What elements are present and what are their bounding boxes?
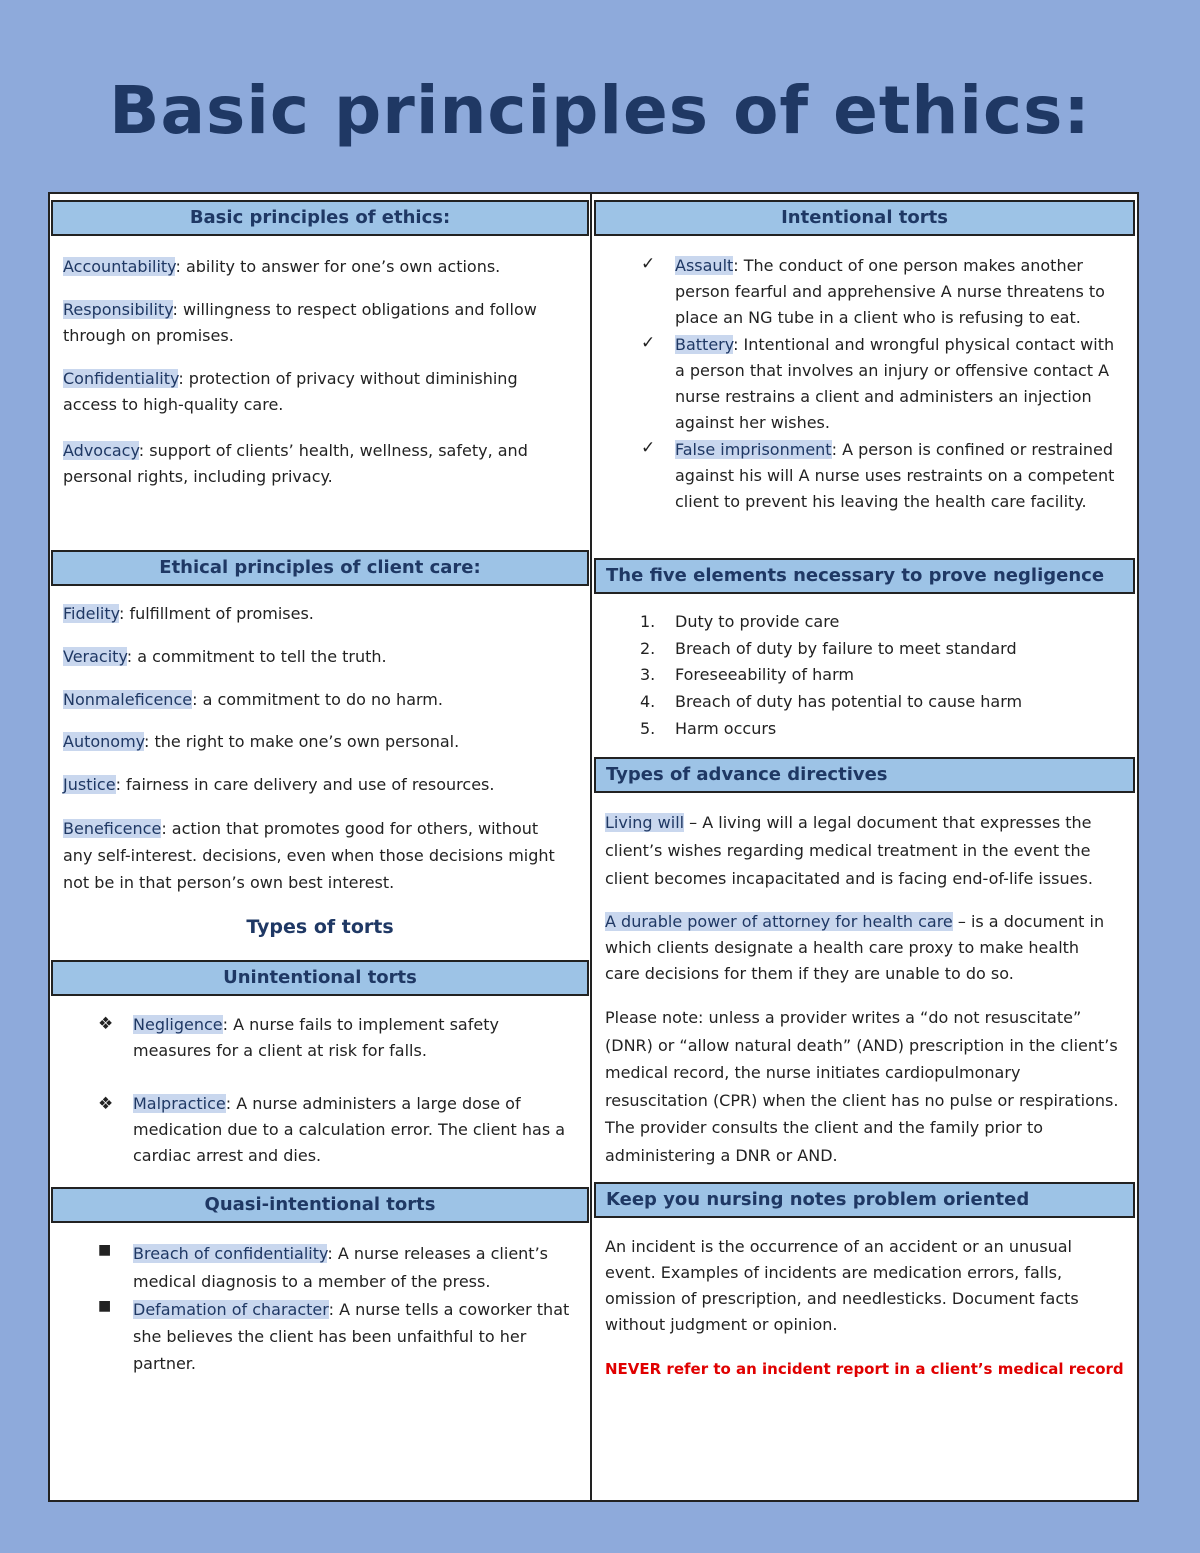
tort-malpractice	[133, 1091, 578, 1169]
living-will	[605, 809, 1115, 893]
list-number: 1.	[640, 612, 656, 631]
term: Malpractice	[133, 1094, 226, 1113]
durable-power-of-attorney	[605, 909, 1115, 987]
definition: – is a document in which clients designate a health care proxy to make health care decisions for them if they are unable to do so.	[605, 912, 1105, 983]
term: Battery	[675, 335, 734, 354]
sep: :	[328, 1300, 340, 1319]
checkmark-icon: ✓	[641, 333, 656, 353]
term: False imprisonment	[675, 440, 832, 459]
element-item: Breach of duty by failure to meet standard	[675, 639, 1017, 658]
column-divider	[590, 192, 592, 1502]
definition: fairness in care delivery and use of resources.	[126, 775, 495, 794]
term: Confidentiality	[63, 369, 179, 388]
diamond-bullet-icon: ❖	[98, 1094, 114, 1114]
sep: :	[225, 1094, 237, 1113]
checkmark-icon: ✓	[641, 438, 656, 458]
square-bullet-icon: ■	[98, 1242, 112, 1258]
sep: :	[178, 369, 189, 388]
definition: action that promotes good for others, without any self-interest. decisions, even when those decisions might not be in that person’s own best interest.	[63, 819, 555, 892]
definition: a commitment to do no harm.	[202, 690, 443, 709]
element-item: Duty to provide care	[675, 612, 840, 631]
sep: :	[222, 1015, 234, 1034]
list-number: 2.	[640, 639, 656, 658]
element-item: Breach of duty has potential to cause harm	[675, 692, 1023, 711]
term: Fidelity	[63, 604, 119, 623]
definition: – A living will a legal document that expresses the client’s wishes regarding medical treatment in the event the client becomes incapacitated and is facing end-of-life issues.	[605, 813, 1093, 888]
term: Justice	[63, 775, 116, 794]
square-bullet-icon: ■	[98, 1298, 112, 1314]
principle-confidentiality	[63, 366, 558, 418]
term: Accountability	[63, 257, 176, 276]
care-nonmaleficence	[63, 687, 578, 713]
dnr-note: Please note: unless a provider writes a “do not resuscitate” (DNR) or “allow natural death” (AND) prescription in the client’s medical record, the nurse initiates cardiopulmonary resuscitation (CPR) when the client has no pulse or respirations. The provider consults the client and the family prior to administering a DNR or AND.	[605, 1008, 1119, 1165]
sep: :	[175, 257, 186, 276]
element-item: Foreseeability of harm	[675, 665, 854, 684]
term: Defamation of character	[133, 1300, 329, 1319]
definition: a commitment to tell the truth.	[137, 647, 387, 666]
definition: willingness to respect obligations and follow through on promises.	[63, 300, 537, 345]
term: Beneficence	[63, 819, 162, 838]
element-item: Harm occurs	[675, 719, 777, 738]
definition: protection of privacy without diminishing access to high-quality care.	[63, 369, 518, 414]
sep: :	[138, 441, 150, 460]
client-care-header: Ethical principles of client care:	[51, 550, 589, 586]
sep: :	[831, 440, 843, 459]
sep: :	[161, 819, 172, 838]
sep: :	[126, 647, 138, 666]
care-fidelity	[63, 601, 578, 627]
tort-breach-confidentiality	[133, 1240, 578, 1296]
definition: support of clients’ health, wellness, safety, and personal rights, including privacy.	[63, 441, 528, 486]
sep: :	[143, 732, 155, 751]
care-beneficence	[63, 815, 563, 896]
term: A durable power of attorney for health care	[605, 912, 953, 931]
definition: The conduct of one person makes another person fearful and apprehensive A nurse threatens to place an NG tube in a client who is refusing to eat.	[675, 256, 1105, 327]
term: Advocacy	[63, 441, 139, 460]
tort-negligence	[133, 1012, 573, 1064]
incident-warning: NEVER refer to an incident report in a client’s medical record	[605, 1360, 1124, 1378]
term: Nonmaleficence	[63, 690, 193, 709]
definition: A nurse administers a large dose of medication due to a calculation error. The client has a cardiac arrest and dies.	[133, 1094, 566, 1165]
care-justice	[63, 772, 578, 798]
term: Veracity	[63, 647, 127, 666]
sep: :	[118, 604, 130, 623]
nursing-notes-header: Keep you nursing notes problem oriented	[594, 1182, 1135, 1218]
principle-responsibility	[63, 297, 558, 349]
principle-accountability	[63, 254, 578, 280]
term: Assault	[675, 256, 734, 275]
term: Living will	[605, 813, 685, 832]
quasi-header: Quasi-intentional torts	[51, 1187, 589, 1223]
definition: Intentional and wrongful physical contact with a person that involves an injury or offensive contact A nurse restrains a client and administers an injection against her wishes.	[675, 335, 1115, 432]
sep: :	[115, 775, 127, 794]
definition: A nurse fails to implement safety measures for a client at risk for falls.	[133, 1015, 499, 1060]
unintentional-header: Unintentional torts	[51, 960, 589, 996]
definition: A person is confined or restrained against his will A nurse uses restraints on a competent client to prevent his leaving the health care facility.	[675, 440, 1115, 511]
tort-false-imprisonment	[675, 437, 1130, 515]
sep: :	[733, 256, 744, 275]
sep: :	[733, 335, 744, 354]
tort-defamation	[133, 1296, 578, 1377]
tort-assault	[675, 253, 1120, 331]
checkmark-icon: ✓	[641, 254, 656, 274]
care-veracity	[63, 644, 578, 670]
sep: :	[327, 1244, 338, 1263]
principle-advocacy	[63, 438, 558, 490]
tort-battery	[675, 332, 1120, 436]
definition: fulfillment of promises.	[129, 604, 314, 623]
definition: ability to answer for one’s own actions.	[185, 257, 501, 276]
list-number: 3.	[640, 665, 656, 684]
incident-definition: An incident is the occurrence of an accident or an unusual event. Examples of incidents are medication errors, falls, omission of prescription, and needlesticks. Document facts without judgment or opinion.	[605, 1237, 1079, 1334]
list-number: 5.	[640, 719, 656, 738]
negligence-elements-header: The five elements necessary to prove negligence	[594, 558, 1135, 594]
definition: A nurse releases a client’s medical diagnosis to a member of the press.	[133, 1244, 548, 1291]
term: Responsibility	[63, 300, 173, 319]
term: Breach of confidentiality	[133, 1244, 328, 1263]
sep: :	[192, 690, 203, 709]
types-of-torts-heading: Types of torts	[246, 916, 394, 938]
advance-directives-header: Types of advance directives	[594, 757, 1135, 793]
definition: the right to make one’s own personal.	[154, 732, 460, 751]
term: Autonomy	[63, 732, 144, 751]
care-autonomy	[63, 729, 578, 755]
page-title: Basic principles of ethics:	[109, 72, 1091, 149]
diamond-bullet-icon: ❖	[98, 1014, 114, 1034]
intentional-header: Intentional torts	[594, 200, 1135, 236]
term: Negligence	[133, 1015, 223, 1034]
sep: :	[172, 300, 183, 319]
definition: A nurse tells a coworker that she believes the client has been unfaithful to her partner.	[133, 1300, 570, 1373]
list-number: 4.	[640, 692, 656, 711]
principles-header: Basic principles of ethics:	[51, 200, 589, 236]
